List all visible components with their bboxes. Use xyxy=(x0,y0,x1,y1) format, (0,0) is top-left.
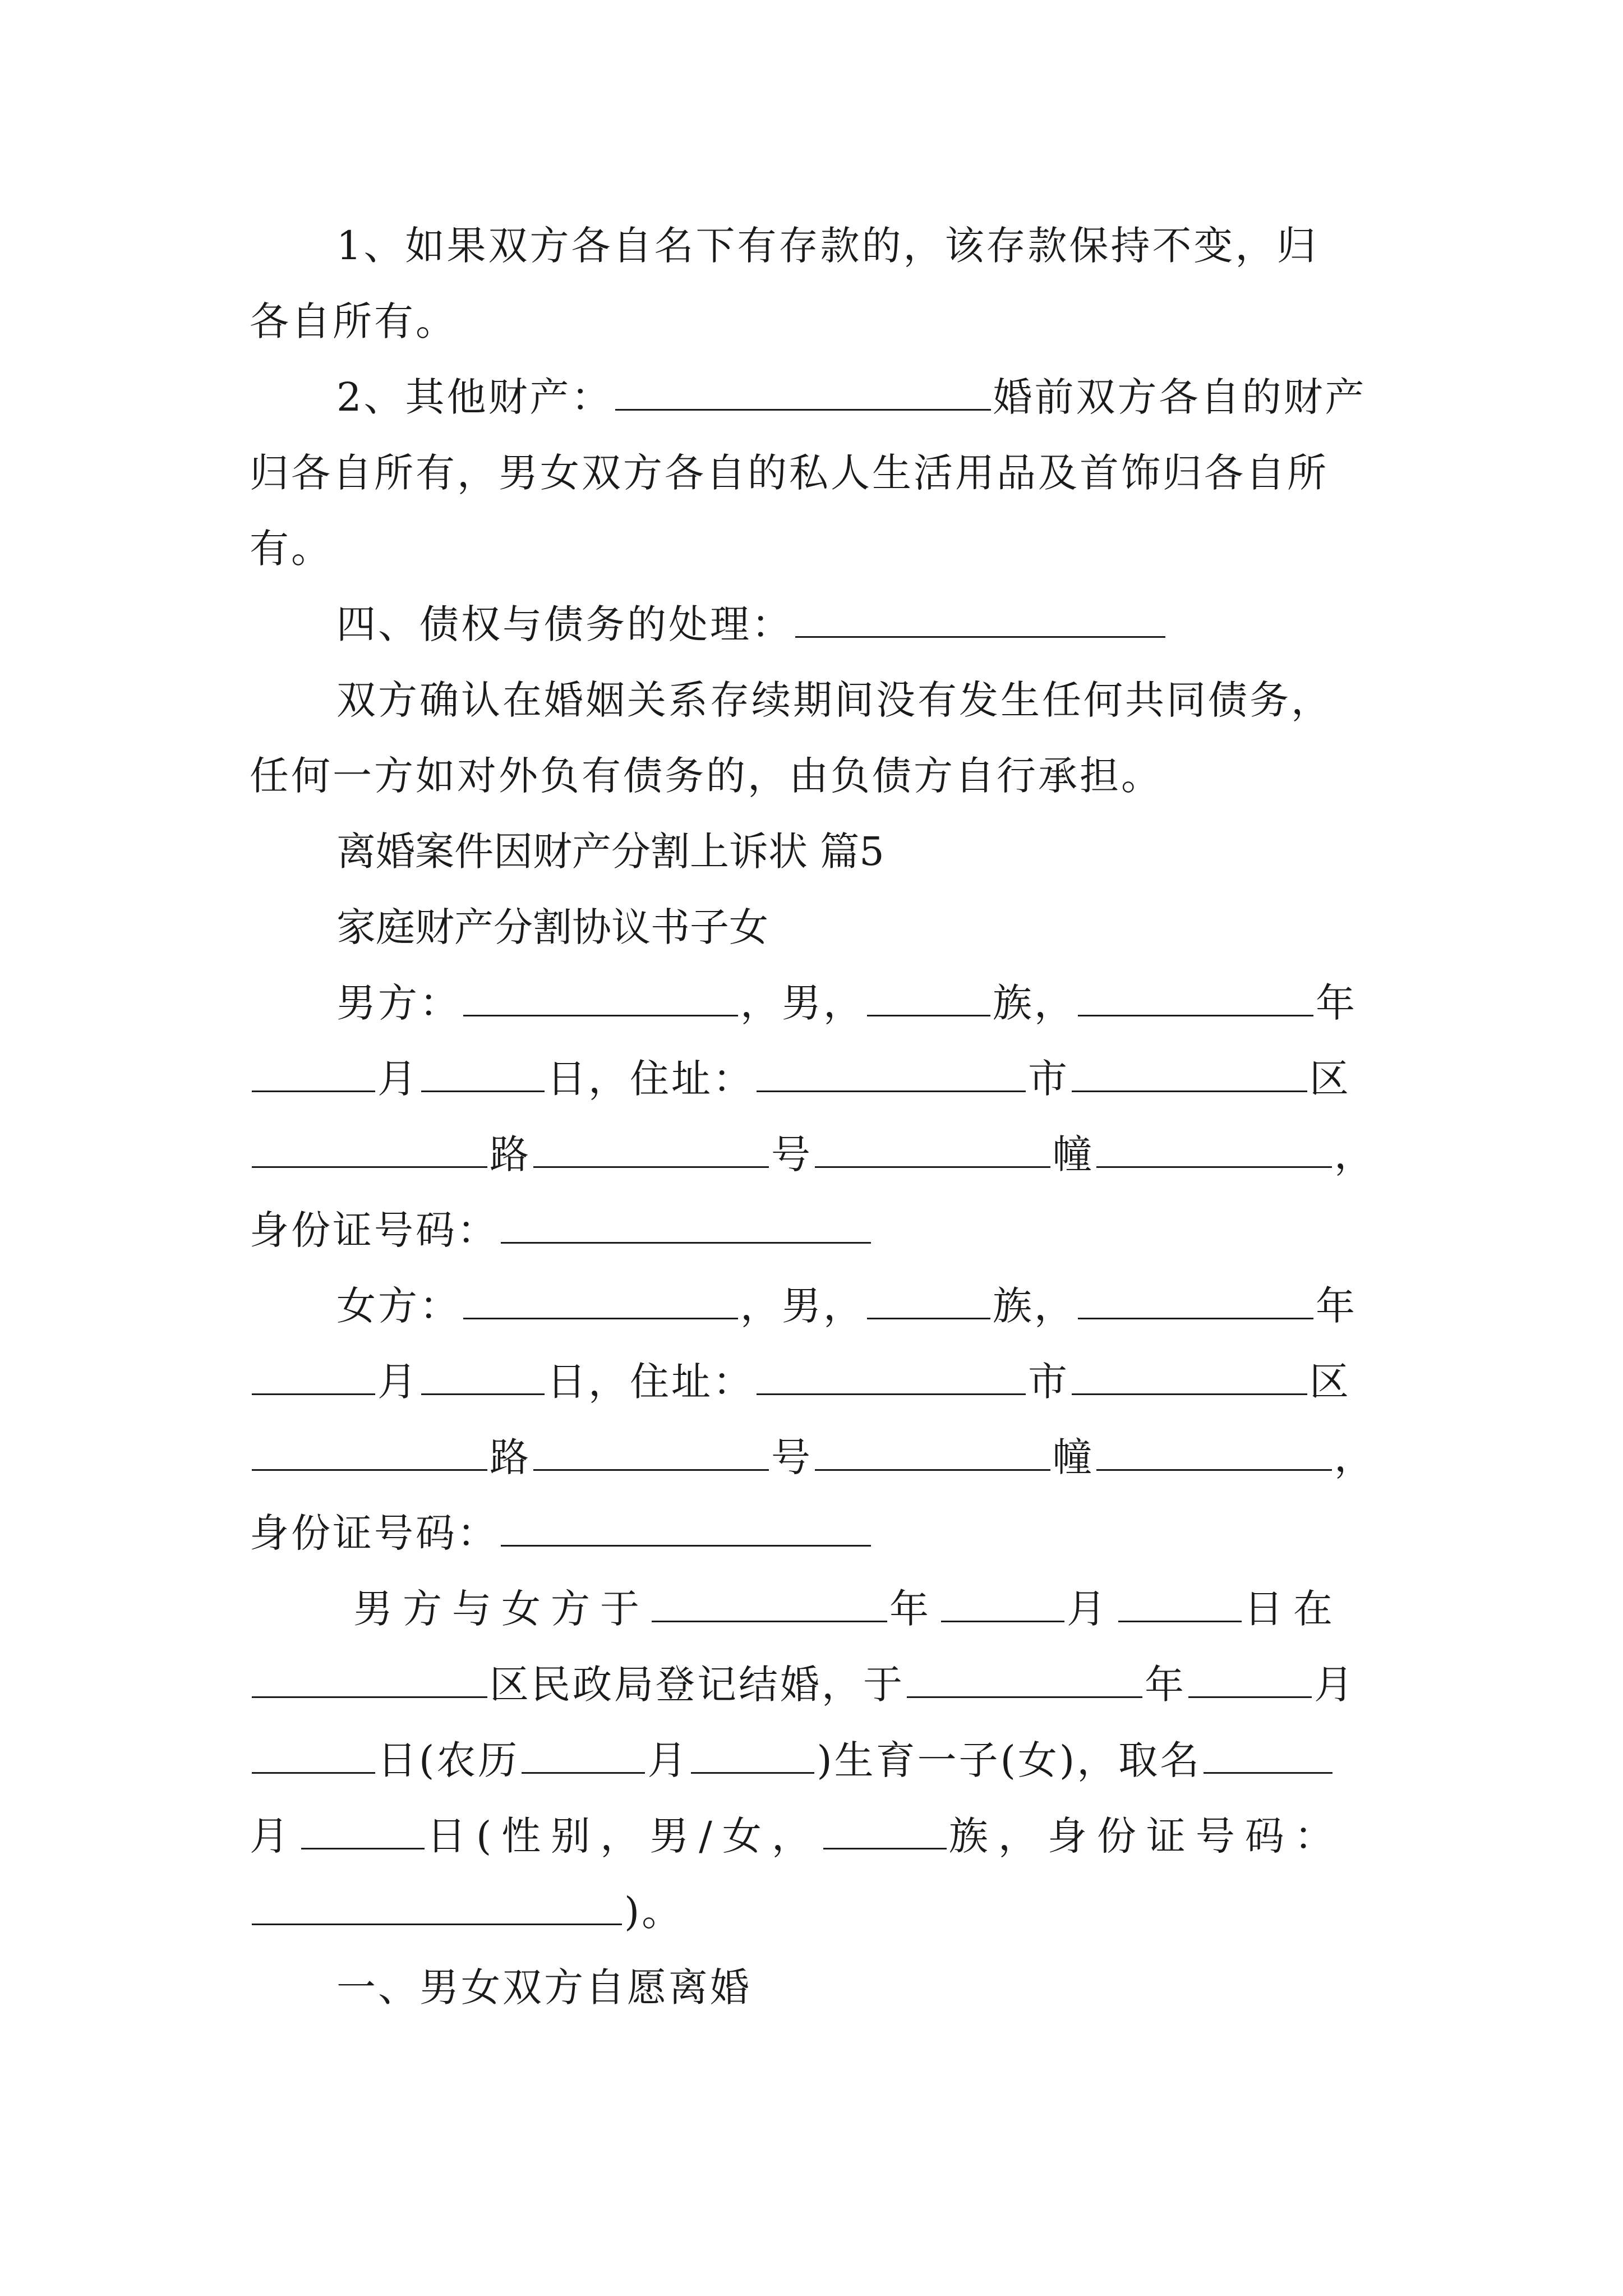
birth-month-blank[interactable] xyxy=(1188,1693,1312,1698)
marriage-day-text: 日在 xyxy=(1244,1586,1343,1632)
man-month-text: 月 xyxy=(377,1056,419,1102)
debt-heading xyxy=(336,597,1388,651)
child-id-blank[interactable] xyxy=(252,1920,622,1925)
woman-month-blank[interactable] xyxy=(252,1390,375,1395)
birth-month-text: 月 xyxy=(1314,1662,1355,1708)
child-birth-text: )生育一子(女)，取名 xyxy=(817,1737,1202,1783)
man-label: 男方： xyxy=(336,980,461,1026)
marriage-month-blank[interactable] xyxy=(941,1617,1064,1622)
man-ethnic-text: 族， xyxy=(993,980,1076,1026)
man-year-blank[interactable] xyxy=(1078,1011,1313,1016)
paragraph-other-property-line3: 有。 xyxy=(250,526,333,572)
woman-comma: ， xyxy=(1334,1434,1376,1480)
woman-ethnic-blank[interactable] xyxy=(867,1314,990,1319)
marriage-line5 xyxy=(250,1885,1388,1939)
man-unit-blank[interactable] xyxy=(1096,1163,1332,1168)
man-year-text: 年 xyxy=(1316,980,1357,1026)
birth-day-blank[interactable] xyxy=(252,1769,375,1774)
blank-field[interactable] xyxy=(795,633,1165,638)
woman-city-blank[interactable] xyxy=(757,1390,1026,1395)
paragraph-deposit-line2: 各自所有。 xyxy=(250,298,457,344)
marriage-day-blank[interactable] xyxy=(1118,1617,1242,1622)
woman-sex-text: ，男， xyxy=(740,1283,865,1329)
man-city-text: 市 xyxy=(1028,1056,1069,1102)
debt-label: 四、债权与债务的处理： xyxy=(336,601,793,647)
man-district-blank[interactable] xyxy=(1072,1087,1307,1092)
lunar-day-blank[interactable] xyxy=(691,1769,814,1774)
woman-year-blank[interactable] xyxy=(1078,1314,1313,1319)
lunar-month-blank[interactable] xyxy=(522,1769,645,1774)
man-address-label: 日，住址： xyxy=(547,1056,754,1102)
woman-day-blank[interactable] xyxy=(421,1390,545,1395)
child-id-label: 族，身份证号码： xyxy=(948,1813,1344,1859)
man-district-text: 区 xyxy=(1310,1056,1351,1102)
man-ethnic-blank[interactable] xyxy=(867,1011,990,1016)
birth-year-text: 年 xyxy=(1145,1662,1186,1708)
man-number-blank[interactable] xyxy=(533,1163,769,1168)
marriage-line3 xyxy=(250,1733,1388,1787)
man-number-text: 号 xyxy=(771,1131,813,1177)
woman-road-blank[interactable] xyxy=(252,1466,487,1471)
woman-unit-blank[interactable] xyxy=(1096,1466,1332,1471)
woman-ethnic-text: 族， xyxy=(993,1283,1076,1329)
woman-road-text: 路 xyxy=(490,1434,531,1480)
paragraph-other-property-line1 xyxy=(336,370,1388,424)
woman-line3 xyxy=(250,1430,1388,1484)
woman-number-blank[interactable] xyxy=(533,1466,769,1471)
woman-id-label: 身份证号码： xyxy=(250,1510,499,1556)
man-building-blank[interactable] xyxy=(815,1163,1050,1168)
man-id-blank[interactable] xyxy=(501,1239,871,1244)
lunar-text: 日(农历 xyxy=(377,1737,520,1783)
marriage-registration-text: 区民政局登记结婚，于 xyxy=(490,1662,905,1708)
woman-building-text: 幢 xyxy=(1053,1434,1094,1480)
blank-field[interactable] xyxy=(615,406,991,411)
man-city-blank[interactable] xyxy=(757,1087,1026,1092)
section-one-heading: 一、男女双方自愿离婚 xyxy=(336,1964,751,2010)
paragraph-other-property-line2: 归各自所有，男女双方各自的私人生活用品及首饰归各自所 xyxy=(250,450,1329,496)
woman-year-text: 年 xyxy=(1316,1283,1357,1329)
child-gender-text: 日(性别，男/女， xyxy=(427,1813,821,1859)
other-property-label: 2、其他财产： xyxy=(336,374,613,420)
woman-address-label: 日，住址： xyxy=(547,1359,754,1405)
paragraph-deposit-line1: 1、如果双方各自名下有存款的，该存款保持不变，归 xyxy=(336,223,1318,269)
marriage-text: 男方与女方于 xyxy=(353,1586,649,1632)
child-month-text: 月 xyxy=(250,1813,299,1859)
woman-line1 xyxy=(336,1279,1388,1333)
marriage-district-blank[interactable] xyxy=(252,1693,487,1698)
woman-month-text: 月 xyxy=(377,1359,419,1405)
marriage-line2 xyxy=(250,1658,1388,1711)
marriage-line1 xyxy=(353,1582,1388,1636)
woman-line4 xyxy=(250,1506,1388,1560)
man-sex-text: ，男， xyxy=(740,980,865,1026)
man-day-blank[interactable] xyxy=(421,1087,545,1092)
lunar-month-text: 月 xyxy=(647,1737,689,1783)
child-ethnic-blank[interactable] xyxy=(823,1844,947,1849)
woman-number-text: 号 xyxy=(771,1434,813,1480)
woman-name-blank[interactable] xyxy=(463,1314,738,1319)
man-line3 xyxy=(250,1128,1388,1181)
section-heading: 离婚案件因财产分割上诉状 篇5 xyxy=(336,829,884,875)
man-id-label: 身份证号码： xyxy=(250,1207,499,1253)
marriage-line4 xyxy=(250,1809,1388,1863)
man-name-blank[interactable] xyxy=(463,1011,738,1016)
paragraph-debt-line2: 任何一方如对外负有债务的，由负债方自行承担。 xyxy=(250,753,1163,799)
marriage-year-blank[interactable] xyxy=(652,1617,887,1622)
paragraph-debt-line1: 双方确认在婚姻关系存续期间没有发生任何共同债务， xyxy=(336,677,1332,723)
marriage-month-text: 月 xyxy=(1067,1586,1116,1632)
man-line2 xyxy=(250,1052,1388,1106)
man-road-text: 路 xyxy=(490,1131,531,1177)
marriage-year-text: 年 xyxy=(889,1586,939,1632)
man-road-blank[interactable] xyxy=(252,1163,487,1168)
man-line1 xyxy=(336,976,1388,1030)
woman-line2 xyxy=(250,1355,1388,1409)
man-month-blank[interactable] xyxy=(252,1087,375,1092)
man-line4 xyxy=(250,1203,1388,1257)
other-property-text: 婚前双方各自的财产 xyxy=(993,374,1367,420)
woman-district-blank[interactable] xyxy=(1072,1390,1307,1395)
child-name-blank[interactable] xyxy=(1204,1769,1332,1774)
woman-district-text: 区 xyxy=(1310,1359,1351,1405)
child-day-blank[interactable] xyxy=(301,1844,425,1849)
birth-year-blank[interactable] xyxy=(907,1693,1142,1698)
man-building-text: 幢 xyxy=(1053,1131,1094,1177)
closing-text: )。 xyxy=(624,1889,684,1935)
woman-label: 女方： xyxy=(336,1283,461,1329)
section-subheading: 家庭财产分割协议书子女 xyxy=(336,904,768,950)
woman-id-blank[interactable] xyxy=(501,1542,871,1547)
woman-building-blank[interactable] xyxy=(815,1466,1050,1471)
man-comma: ， xyxy=(1334,1131,1376,1177)
woman-city-text: 市 xyxy=(1028,1359,1069,1405)
